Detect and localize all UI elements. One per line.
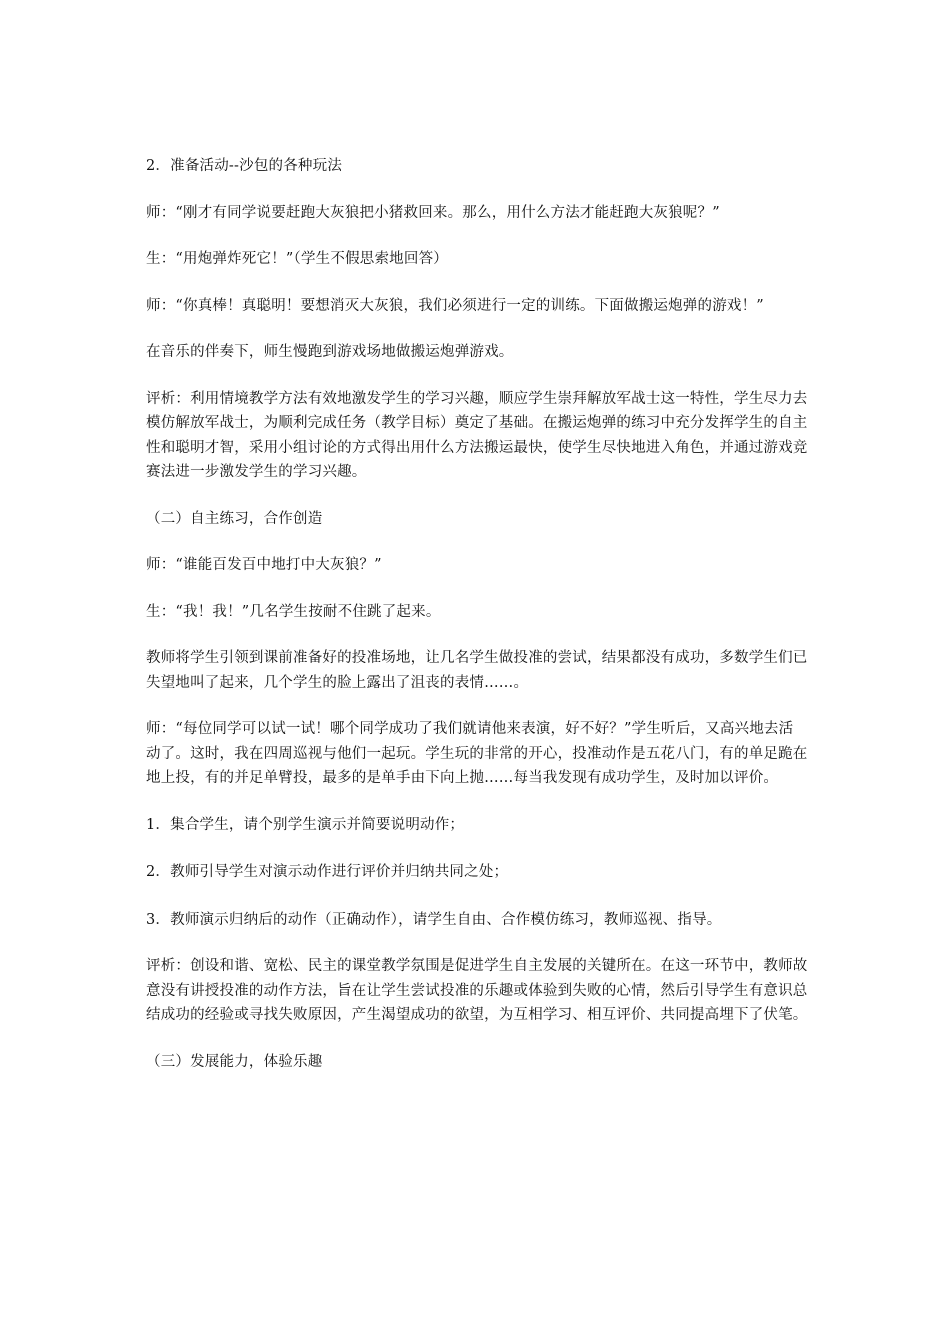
- teaching-narrative: 教师将学生引领到课前准备好的投准场地，让几名学生做投准的尝试，结果都没有成功，多数学生们已失望地叫了起来，几个学生的脸上露出了沮丧的表情……。: [146, 650, 808, 691]
- dialogue-teacher-praise: 师：“你真棒！真聪明！要想消灭大灰狼，我们必须进行一定的训练。下面做搬运炮弹的游戏！”: [146, 297, 764, 314]
- dialogue-student-response: 生：“我！我！”几名学生按耐不住跳了起来。: [146, 603, 441, 620]
- section-heading-3: （三）发展能力，体验乐趣: [146, 1053, 323, 1070]
- analysis-paragraph-1: 评析：利用情境教学方法有效地激发学生的学习兴趣，顺应学生崇拜解放军战士这一特性，学生尽力去模仿解放军战士，为顺利完成任务（教学目标）奠定了基础。在搬运炮弹的练习中充分发挥学生的自主性和聪明才智，采用小组讨论的方式得出用什么方法搬运最快，使学生尽快地进入角色，并通过游戏竞赛法进一步激发学生的学习兴趣。: [146, 390, 808, 480]
- activity-description: 在音乐的伴奏下，师生慢跑到游戏场地做搬运炮弹游戏。: [146, 344, 514, 360]
- teacher-encouragement-paragraph: 师：“每位同学可以试一试！哪个同学成功了我们就请他来表演，好不好？”学生听后，又高兴地去活动了。这时，我在四周巡视与他们一起玩。学生玩的非常的开心，投准动作是五花八门，有的单足跪在地上投，有的并足单臂投，最多的是单手由下向上抛……每当我发现有成功学生，及时加以评价。: [146, 721, 808, 786]
- step-item-1: 1．集合学生，请个别学生演示并简要说明动作；: [146, 816, 465, 833]
- analysis-paragraph-2: 评析：创设和谐、宽松、民主的课堂教学氛围是促进学生自主发展的关键所在。在这一环节中，教师故意没有讲授投准的动作方法，旨在让学生尝试投准的乐趣或体验到失败的心情，然后引导学生有意识总结成功的经验或寻找失败原因，产生渴望成功的欲望，为互相学习、相互评价、共同提高埋下了伏笔。: [146, 958, 808, 1023]
- dialogue-student-answer: 生：“用炮弹炸死它！”（学生不假思索地回答）: [146, 251, 448, 267]
- step-item-2: 2．教师引导学生对演示动作进行评价并归纳共同之处；: [146, 864, 509, 880]
- document-body: [146, 154, 808, 1096]
- dialogue-teacher-challenge: 师：“谁能百发百中地打中大灰狼？”: [146, 557, 382, 573]
- heading-warmup-activity: 2．准备活动--沙包的各种玩法: [146, 158, 343, 174]
- step-item-3: 3．教师演示归纳后的动作（正确动作），请学生自由、合作模仿练习，教师巡视、指导。: [146, 911, 722, 928]
- dialogue-teacher-question: 师：“刚才有同学说要赶跑大灰狼把小猪救回来。那么，用什么方法才能赶跑大灰狼呢？”: [146, 204, 720, 221]
- section-heading-2: （二）自主练习，合作创造: [146, 510, 323, 527]
